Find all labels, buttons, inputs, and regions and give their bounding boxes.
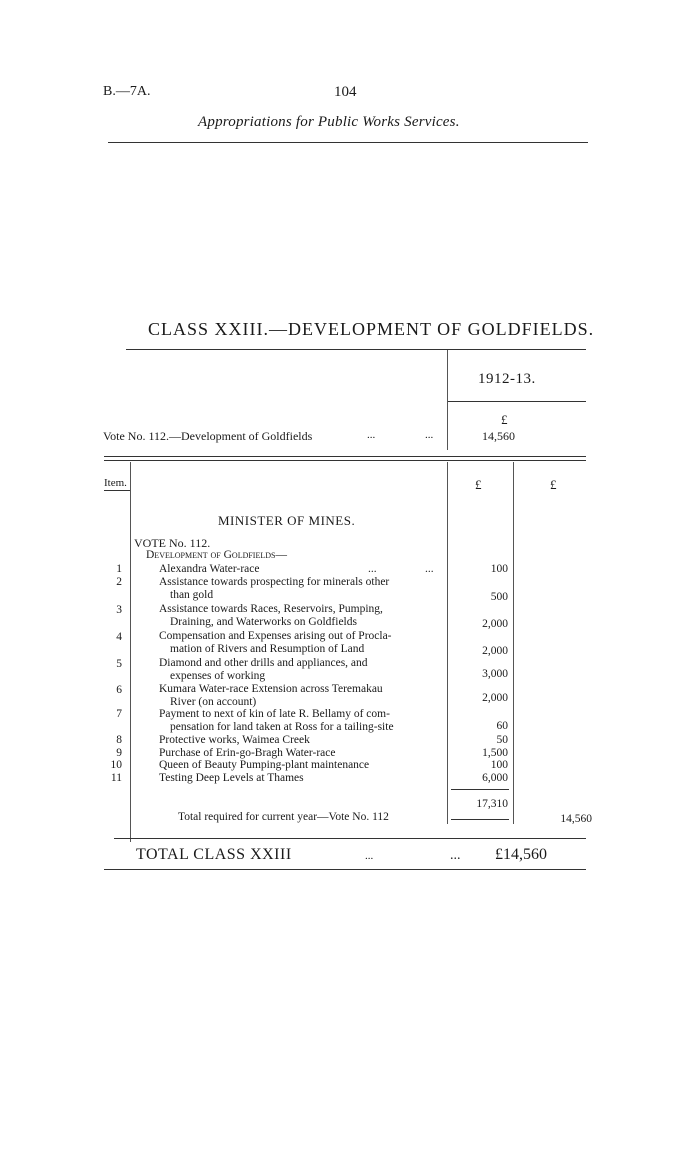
- item-description: Kumara Water-race Extension across Teremakau: [159, 683, 383, 695]
- summary-currency: £: [501, 412, 508, 427]
- item-amount: 1,500: [482, 747, 508, 759]
- footer-rule: [104, 869, 586, 870]
- total-required-label: Total required for current year—Vote No. 112: [178, 811, 389, 823]
- item-number: 9: [116, 747, 122, 759]
- item-description: Testing Deep Levels at Thames: [159, 772, 304, 784]
- item-amount: 2,000: [482, 618, 508, 630]
- item-description: Payment to next of kin of late R. Bellamy of com-: [159, 708, 390, 720]
- item-description-cont: expenses of working: [170, 670, 266, 682]
- item-col-line: [130, 462, 131, 842]
- item-description: Protective works, Waimea Creek: [159, 734, 310, 746]
- item-amount: 500: [490, 591, 508, 603]
- item-number: 1: [116, 563, 122, 575]
- total-class-dots-2: ...: [450, 848, 461, 863]
- report-reference: B.—7A.: [103, 84, 151, 99]
- total-required-amount: 14,560: [560, 813, 592, 825]
- total-class-dots: ...: [365, 850, 374, 862]
- item-header-rule: [104, 490, 130, 491]
- class-rule: [126, 349, 586, 350]
- item-column-header: Item.: [104, 477, 127, 489]
- total-rule-short: [451, 819, 509, 820]
- item-dots: ...: [368, 563, 377, 575]
- item-amount: 2,000: [482, 645, 508, 657]
- item-description: Assistance towards Races, Reservoirs, Pumping,: [159, 603, 383, 615]
- year-rule: [448, 401, 586, 402]
- vote-subheading: Development of Goldfields—: [146, 549, 287, 561]
- item-description-cont: River (on account): [170, 696, 257, 708]
- page-title: Appropriations for Public Works Services.: [198, 114, 460, 130]
- subtotal-rule: [451, 789, 509, 790]
- vote-summary-dots-2: ...: [425, 429, 434, 441]
- column-1-currency: £: [475, 477, 482, 492]
- minister-heading: MINISTER OF MINES.: [218, 513, 356, 528]
- item-amount: 100: [490, 759, 508, 771]
- item-amount: 50: [496, 734, 508, 746]
- header-rule: [108, 142, 588, 143]
- item-number: 7: [116, 708, 122, 720]
- amount-col-line-2: [513, 462, 514, 824]
- item-amount: 100: [490, 563, 508, 575]
- vote-summary-dots: ...: [367, 429, 376, 441]
- item-description: Compensation and Expenses arising out of Procla-: [159, 630, 392, 642]
- item-amount: 3,000: [482, 668, 508, 680]
- item-number: 10: [110, 759, 122, 771]
- table-top-rule-1: [104, 456, 586, 457]
- summary-divider: [447, 350, 448, 450]
- item-description-cont: than gold: [170, 589, 214, 601]
- item-description-cont: Draining, and Waterworks on Goldfields: [170, 616, 357, 628]
- item-description-cont: pensation for land taken at Ross for a tailing-site: [170, 721, 394, 733]
- item-description-cont: mation of Rivers and Resumption of Land: [170, 643, 365, 655]
- item-amount: 60: [496, 720, 508, 732]
- vote-number: VOTE No. 112.: [134, 536, 211, 550]
- item-number: 11: [110, 772, 122, 784]
- item-number: 3: [116, 604, 122, 616]
- subtotal-amount: 17,310: [476, 798, 508, 810]
- item-description: Diamond and other drills and appliances, and: [159, 657, 368, 669]
- item-description: Assistance towards prospecting for minerals other: [159, 576, 390, 588]
- table-bottom-rule: [114, 838, 586, 839]
- class-title: CLASS XXIII.—DEVELOPMENT OF GOLDFIELDS.: [148, 319, 595, 339]
- total-class-label: TOTAL CLASS XXIII: [136, 846, 292, 863]
- column-2-currency: £: [550, 477, 557, 492]
- item-description: Purchase of Erin-go-Bragh Water-race: [159, 747, 336, 759]
- vote-summary-amount: 14,560: [482, 429, 515, 443]
- total-class-amount: £14,560: [495, 846, 547, 863]
- item-number: 2: [116, 576, 122, 588]
- item-amount: 2,000: [482, 692, 508, 704]
- item-description: Alexandra Water-race: [159, 563, 260, 575]
- item-number: 6: [116, 684, 122, 696]
- item-amount: 6,000: [482, 772, 508, 784]
- item-dots: ...: [425, 563, 434, 575]
- item-number: 8: [116, 734, 122, 746]
- vote-summary-label: Vote No. 112.—Development of Goldfields: [103, 429, 313, 443]
- page-number: 104: [334, 84, 357, 100]
- item-number: 4: [116, 631, 122, 643]
- item-number: 5: [116, 658, 122, 670]
- fiscal-year: 1912-13.: [478, 371, 536, 387]
- item-description: Queen of Beauty Pumping-plant maintenance: [159, 759, 370, 771]
- table-top-rule-2: [104, 460, 586, 461]
